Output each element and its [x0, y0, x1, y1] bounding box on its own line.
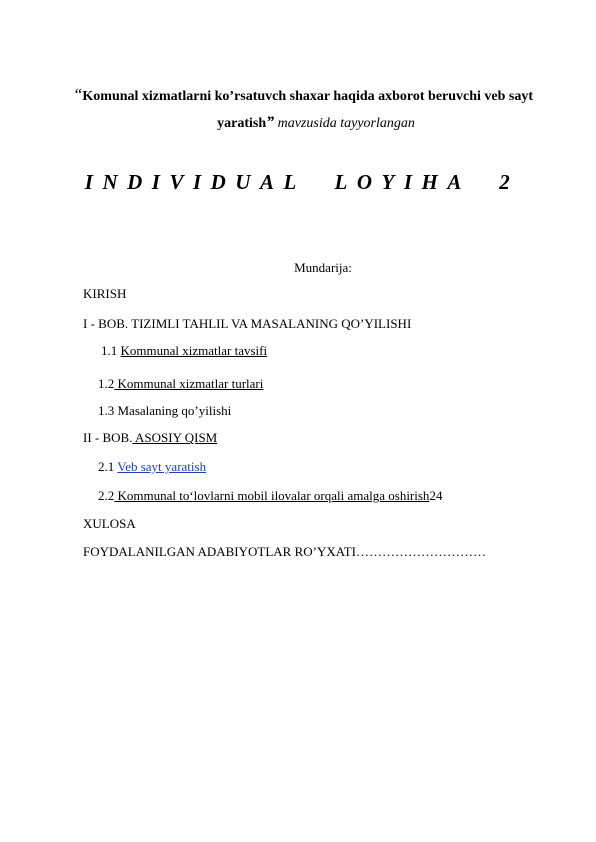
toc-item-1-2: [98, 376, 263, 392]
title-text-1: Komunal xizmatlarni ko’rsatuvch shaxar haqida axborot beruvchi veb sayt: [82, 89, 534, 104]
document-title-line-1: [0, 85, 596, 105]
toc-item-1-1-number: 1.1: [101, 343, 121, 358]
toc-item-chapter-2-prefix: II - BOB.: [83, 430, 133, 445]
toc-item-2-1: [98, 459, 206, 475]
document-title-line-2: [0, 114, 596, 132]
toc-item-1-2-number: 1.2: [98, 376, 115, 391]
toc-item-1-1: [101, 343, 267, 359]
title-text-2: yaratish: [217, 116, 267, 131]
toc-item-2-1-link[interactable]: Veb sayt yaratish: [117, 459, 207, 474]
toc-item-chapter-1: I - BOB. TIZIMLI TAHLIL VA MASALANING QO’YILISHI: [83, 316, 412, 331]
toc-item-chapter-2: [83, 430, 217, 446]
toc-item-2-1-number: 2.1: [98, 459, 118, 474]
toc-item-1-2-title[interactable]: Kommunal xizmatlar turlari: [114, 376, 264, 391]
toc-item-references: FOYDALANILGAN ADABIYOTLAR RO’YXATI…………………………: [83, 544, 486, 559]
toc-item-conclusion: XULOSA: [83, 516, 136, 531]
opening-quote: “: [72, 85, 83, 104]
closing-quote: ”: [266, 114, 275, 131]
toc-item-2-2-number: 2.2: [98, 488, 115, 503]
toc-item-2-2-title[interactable]: Kommunal to‘lovlarni mobil ilovalar orqali amalga oshirish: [114, 488, 430, 503]
toc-item-intro: KIRISH: [83, 286, 127, 301]
toc-item-1-1-title[interactable]: Kommunal xizmatlar tavsifi: [120, 343, 268, 358]
project-title: INDIVIDUAL LOYIHA 2: [84, 170, 520, 194]
toc-heading: Mundarija:: [294, 260, 352, 275]
toc-item-1-3: 1.3 Masalaning qo’yilishi: [98, 403, 232, 418]
title-subtitle: mavzusida tayyorlangan: [274, 116, 415, 131]
toc-item-chapter-2-title[interactable]: ASOSIY QISM: [132, 430, 218, 445]
toc-item-2-2: [98, 488, 442, 504]
toc-item-2-2-page: 24: [429, 488, 443, 503]
